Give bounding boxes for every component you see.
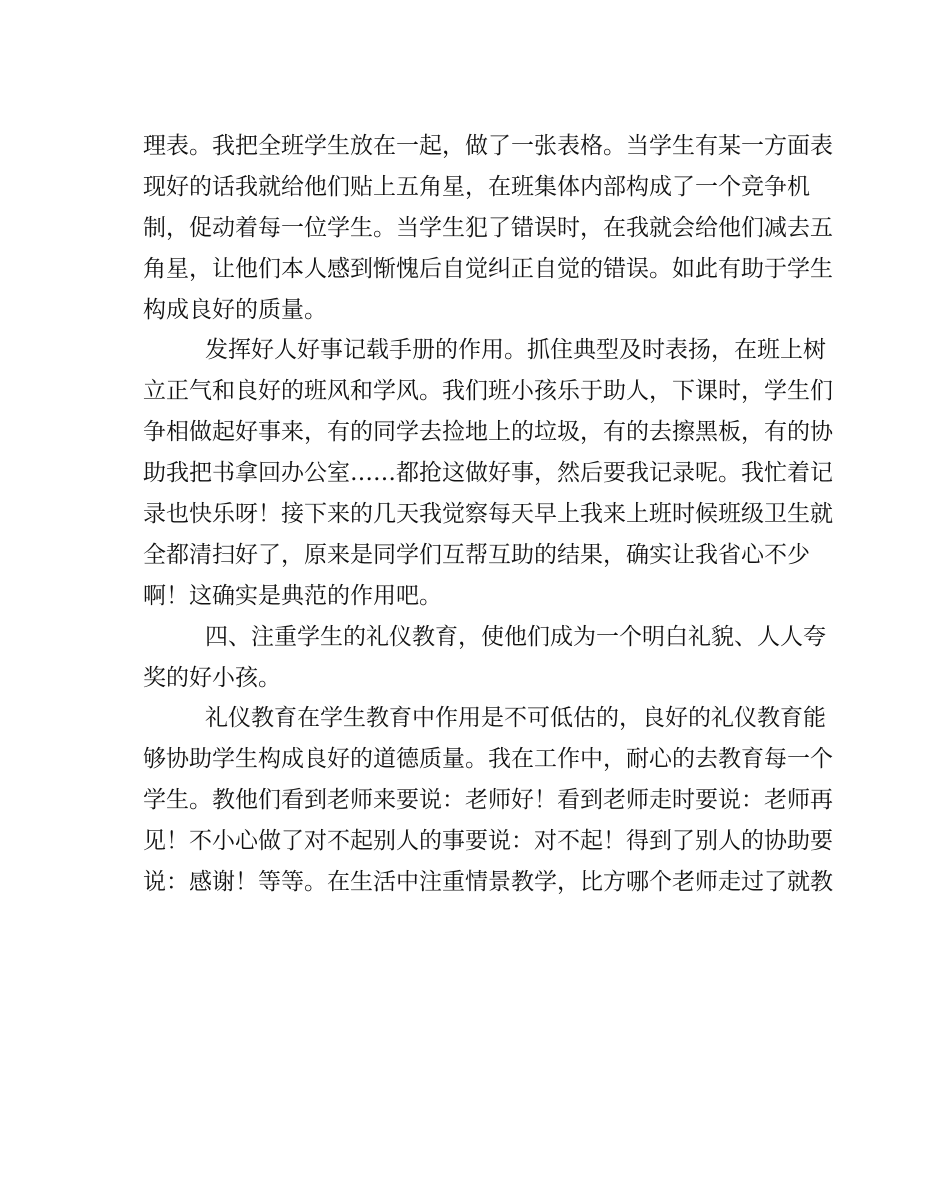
text-line: 现好的话我就给他们贴上五角星，在班集体内部构成了一个竞争机 bbox=[143, 173, 810, 200]
text-line: 理表。我把全班学生放在一起，做了一张表格。当学生有某一方面表 bbox=[143, 133, 833, 159]
text-line-indented: 礼仪教育在学生教育中作用是不可低估的，良好的礼仪教育能 bbox=[205, 705, 826, 732]
text-line: 说：感谢！等等。在生活中注重情景教学，比方哪个老师走过了就教 bbox=[143, 869, 833, 896]
text-line: 助我把书拿回办公室……都抢这做好事，然后要我记录呢。我忙着记 bbox=[143, 460, 833, 487]
section-heading-line: 四、注重学生的礼仪教育，使他们成为一个明白礼貌、人人夸 bbox=[205, 623, 826, 650]
text-line: 争相做起好事来，有的同学去捡地上的垃圾，有的去擦黑板，有的协 bbox=[143, 419, 833, 446]
body-text bbox=[143, 126, 833, 903]
text-line: 见！不小心做了对不起别人的事要说：对不起！得到了别人的协助要 bbox=[143, 828, 833, 855]
text-line: 构成良好的质量。 bbox=[143, 296, 327, 323]
text-line: 制，促动着每一位学生。当学生犯了错误时，在我就会给他们减去五 bbox=[143, 214, 833, 241]
text-line: 啊！这确实是典范的作用吧。 bbox=[143, 582, 442, 609]
text-line: 角星，让他们本人感到惭愧后自觉纠正自觉的错误。如此有助于学生 bbox=[143, 255, 833, 282]
text-line: 立正气和良好的班风和学风。我们班小孩乐于助人，下课时，学生们 bbox=[143, 378, 833, 405]
text-line: 够协助学生构成良好的道德质量。我在工作中，耐心的去教育每一个 bbox=[143, 746, 833, 773]
text-line: 学生。教他们看到老师来要说：老师好！看到老师走时要说：老师再 bbox=[143, 787, 833, 814]
text-line: 全都清扫好了，原来是同学们互帮互助的结果，确实让我省心不少 bbox=[143, 541, 810, 568]
section-heading-line: 奖的好小孩。 bbox=[143, 664, 281, 691]
text-line: 录也快乐呀！接下来的几天我觉察每天早上我来上班时候班级卫生就 bbox=[143, 501, 833, 528]
text-line-indented: 发挥好人好事记载手册的作用。抓住典型及时表扬，在班上树 bbox=[205, 337, 826, 364]
